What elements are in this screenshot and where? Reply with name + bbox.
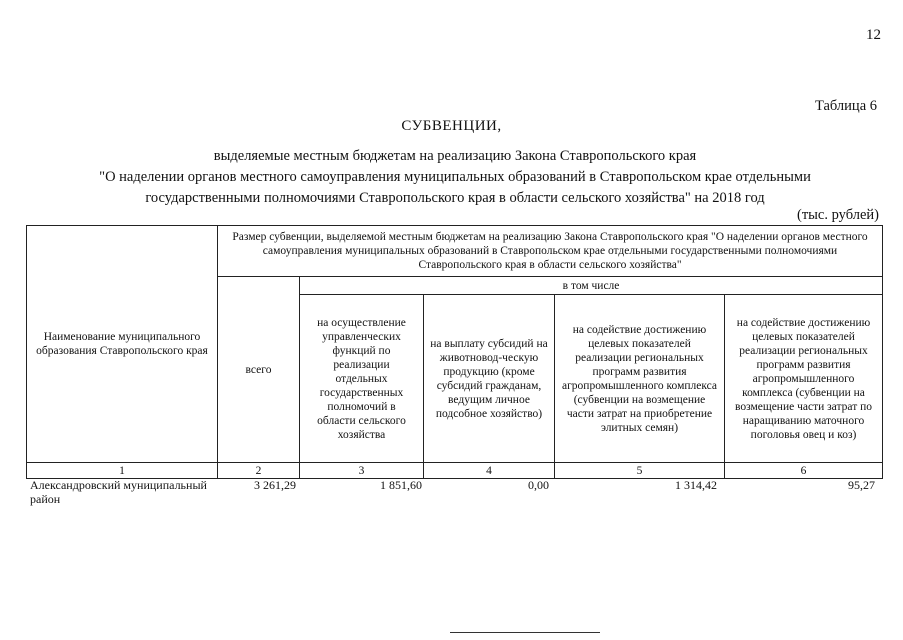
- header-col-4: на выплату субсидий на животновод-ческую продукцию (кроме субсидий гражданам, ведущим личное подсобное хозяйство): [424, 295, 555, 463]
- column-number-2: 2: [218, 463, 300, 479]
- row-municipality-name: Александровский муниципальный район: [30, 478, 207, 506]
- column-number-5: 5: [555, 463, 725, 479]
- header-including: в том числе: [300, 277, 883, 295]
- header-col-6: на содействие достижению целевых показателей реализации региональных программ развития агропромышленного комплекса (субвенции на возмещение части затрат по наращиванию маточного поголовья овец и коз): [725, 295, 883, 463]
- column-number-4: 4: [424, 463, 555, 479]
- header-col-3: на осуществление управленческих функций по реализации отдельных государственных полномочий в области сельского хозяйства: [300, 295, 424, 463]
- column-number-3: 3: [300, 463, 424, 479]
- column-number-1: 1: [27, 463, 218, 479]
- row-col-5: 1 314,42: [675, 478, 717, 492]
- header-municipality-name: Наименование муниципального образования Ставропольского края: [27, 226, 218, 463]
- units-label: (тыс. рублей): [797, 207, 879, 223]
- row-col-6: 95,27: [848, 478, 875, 492]
- header-subvention-group: Размер субвенции, выделяемой местным бюджетам на реализацию Закона Ставропольского края "О наделении органов местного самоуправления муниципальных образований в Ставропольском крае отдельными государственными полномочиями Ставропольского края в области сельского хозяйства": [218, 226, 883, 277]
- row-col-4: 0,00: [528, 478, 549, 492]
- row-total: 3 261,29: [254, 478, 296, 492]
- footer-divider: [450, 632, 600, 633]
- column-number-6: 6: [725, 463, 883, 479]
- subtitle-line-2: "О наделении органов местного самоуправления муниципальных образований в Ставропольском крае отдельными: [99, 169, 811, 185]
- page-number: 12: [866, 27, 881, 43]
- row-col-3: 1 851,60: [380, 478, 422, 492]
- subtitle-line-3: государственными полномочиями Ставропольского края в области сельского хозяйства" на 2018 год: [145, 190, 765, 206]
- header-col-5: на содействие достижению целевых показателей реализации региональных программ развития агропромышленного комплекса (субвенции на возмещение части затрат на приобретение элитных семян): [555, 295, 725, 463]
- subvention-table: [26, 225, 883, 479]
- table-number: Таблица 6: [814, 98, 877, 114]
- document-title: СУБВЕНЦИИ,: [401, 118, 502, 134]
- header-total: всего: [218, 277, 300, 463]
- subtitle-line-1: выделяемые местным бюджетам на реализацию Закона Ставропольского края: [213, 148, 697, 164]
